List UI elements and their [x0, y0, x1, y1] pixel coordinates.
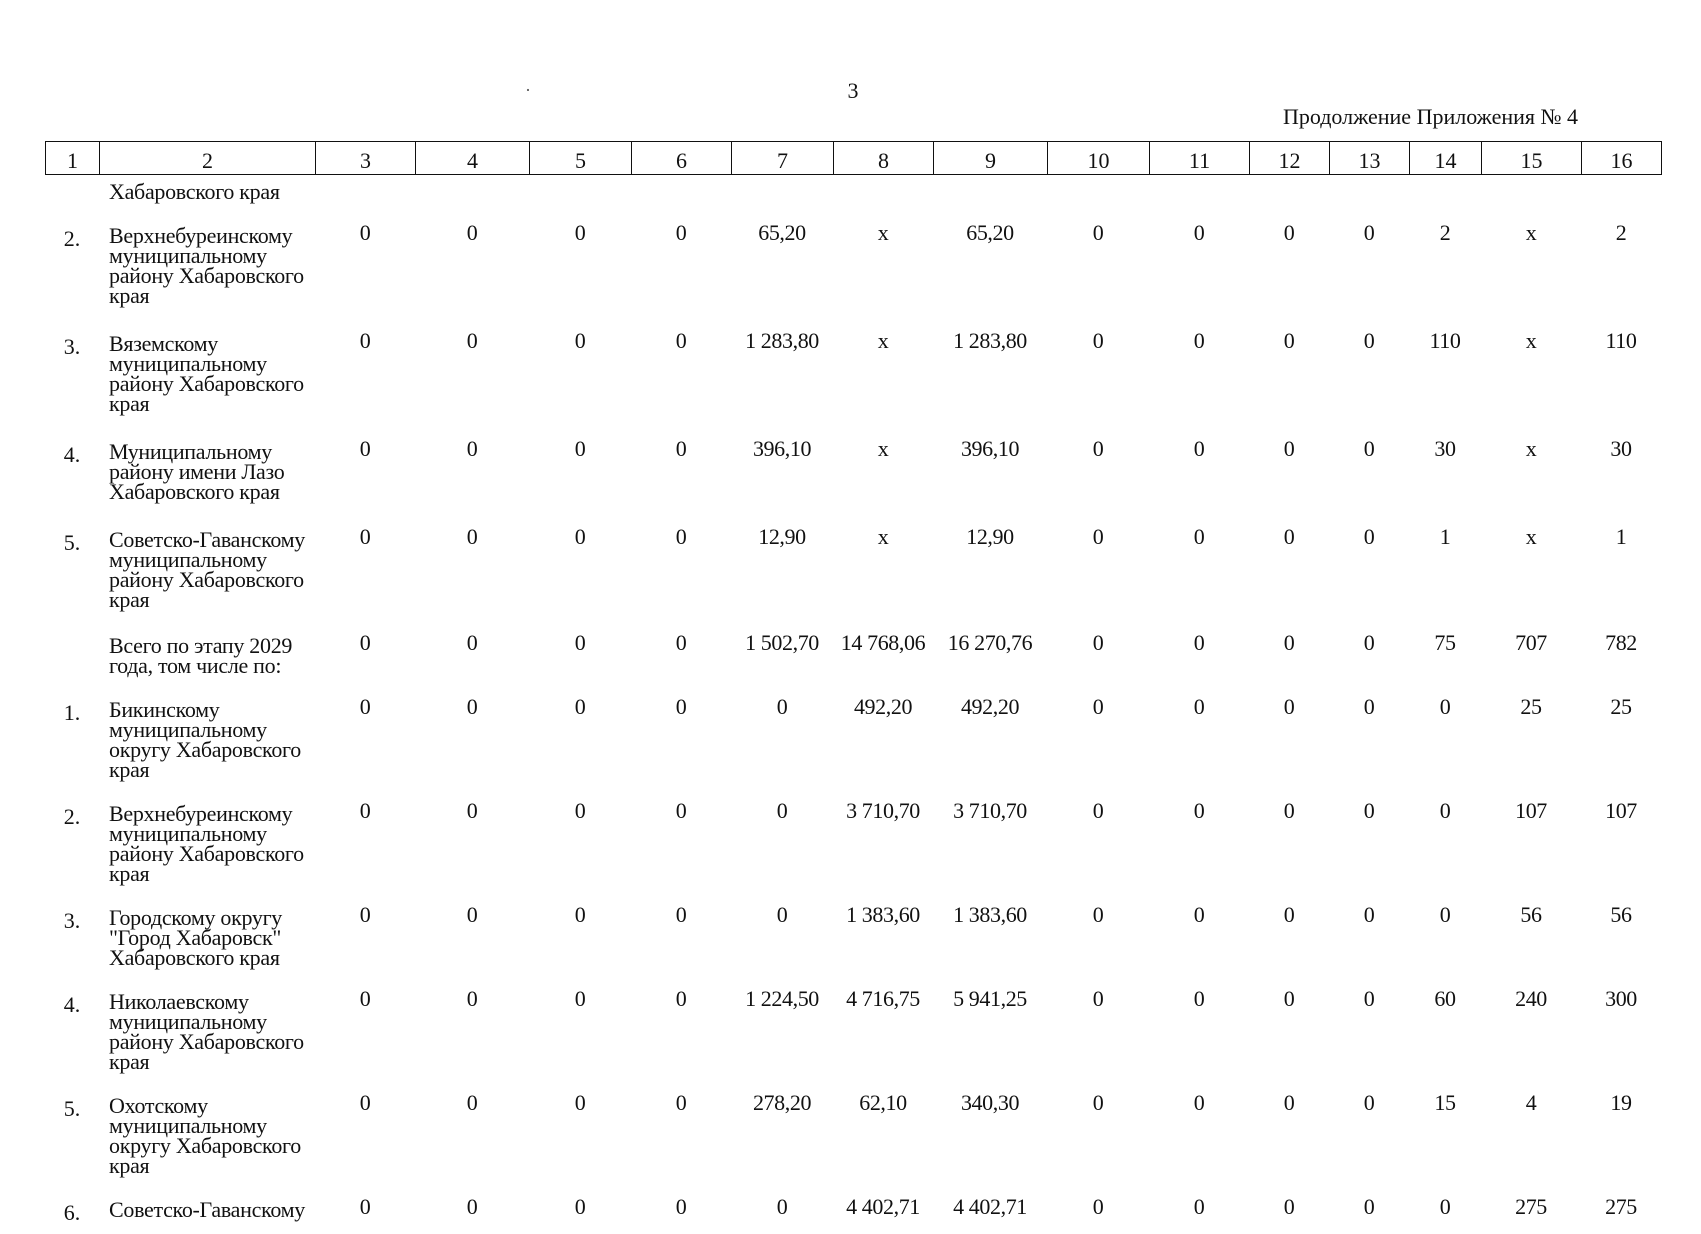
cell-col-16: 300 — [1605, 986, 1637, 1011]
row-number: 1. — [63, 700, 81, 725]
cell-col-10: 0 — [1092, 524, 1104, 549]
cell-col-8: х — [877, 524, 889, 549]
cell-col-11: 0 — [1193, 986, 1205, 1011]
row-number — [45, 618, 99, 684]
cell-col-3: 0 — [359, 1194, 371, 1219]
cell-col-16: 19 — [1610, 1090, 1632, 1115]
cell-col-4: 0 — [466, 220, 478, 245]
cell-col-6: 0 — [675, 524, 687, 549]
cell-col-11: 0 — [1193, 1090, 1205, 1115]
cell-col-13: 0 — [1363, 630, 1375, 655]
cell-col-12: 0 — [1283, 630, 1295, 655]
cell-col-9: 5 941,25 — [953, 986, 1027, 1011]
cell-col-13: 0 — [1363, 436, 1375, 461]
cell-col-5: 0 — [574, 798, 586, 823]
cell-col-10: 0 — [1092, 1194, 1104, 1219]
cell-col-3: 0 — [359, 328, 371, 353]
cell-col-15: 275 — [1515, 1194, 1547, 1219]
cell-col-6: 0 — [675, 1194, 687, 1219]
cell-col-15: х — [1525, 524, 1537, 549]
table-row — [45, 684, 1661, 788]
cell-col-12: 0 — [1283, 436, 1295, 461]
column-number-10: 10 — [1048, 142, 1150, 175]
cell-col-11: 0 — [1193, 328, 1205, 353]
cell-col-6: 0 — [675, 1090, 687, 1115]
cell-col-10: 0 — [1092, 328, 1104, 353]
cell-col-14: 0 — [1439, 1194, 1451, 1219]
cell-col-9: 65,20 — [966, 220, 1014, 245]
cell-col-7: 1 502,70 — [745, 630, 819, 655]
cell-col-4: 0 — [466, 436, 478, 461]
cell-col-16: 2 — [1615, 220, 1627, 245]
cell-col-6: 0 — [675, 436, 687, 461]
column-number-4: 4 — [416, 142, 530, 175]
data-table — [45, 176, 1661, 1234]
cell-col-13: 0 — [1363, 798, 1375, 823]
cell-col-16: 110 — [1605, 328, 1637, 353]
cell-col-13: 0 — [1363, 902, 1375, 927]
cell-col-3: 0 — [359, 524, 371, 549]
cell-col-14: 2 — [1439, 220, 1451, 245]
cell-col-13 — [1329, 176, 1409, 210]
cell-col-13: 0 — [1363, 1194, 1375, 1219]
cell-col-7: 1 283,80 — [745, 328, 819, 353]
cell-col-10: 0 — [1092, 1090, 1104, 1115]
cell-col-3: 0 — [359, 630, 371, 655]
cell-col-6: 0 — [675, 328, 687, 353]
cell-col-15: 25 — [1520, 694, 1542, 719]
recipient-name: Советско-Гаванскому — [109, 1197, 305, 1222]
cell-col-8: 492,20 — [853, 694, 913, 719]
cell-col-15: х — [1525, 328, 1537, 353]
cell-col-7: 0 — [776, 1194, 788, 1219]
cell-col-13: 0 — [1363, 986, 1375, 1011]
header-row — [46, 142, 1662, 175]
cell-col-3: 0 — [359, 1090, 371, 1115]
cell-col-14: 60 — [1434, 986, 1456, 1011]
cell-col-7: 278,20 — [752, 1090, 812, 1115]
cell-col-10: 0 — [1092, 986, 1104, 1011]
cell-col-5: 0 — [574, 694, 586, 719]
column-number-12: 12 — [1250, 142, 1330, 175]
column-number-11: 11 — [1150, 142, 1250, 175]
cell-col-11: 0 — [1193, 436, 1205, 461]
cell-col-14: 75 — [1434, 630, 1456, 655]
table-row — [45, 618, 1661, 684]
cell-col-9: 12,90 — [966, 524, 1014, 549]
cell-col-12: 0 — [1283, 694, 1295, 719]
cell-col-6 — [631, 176, 731, 210]
cell-col-12 — [1249, 176, 1329, 210]
cell-col-12: 0 — [1283, 328, 1295, 353]
row-number: 3. — [63, 908, 81, 933]
cell-col-10: 0 — [1092, 798, 1104, 823]
cell-col-15: х — [1525, 220, 1537, 245]
cell-col-15: 4 — [1525, 1090, 1537, 1115]
table-row — [45, 788, 1661, 892]
cell-col-7: 1 224,50 — [745, 986, 819, 1011]
cell-col-16: 30 — [1610, 436, 1632, 461]
row-number: 6. — [63, 1200, 81, 1225]
cell-col-11: 0 — [1193, 524, 1205, 549]
row-number: 5. — [63, 530, 81, 555]
cell-col-14 — [1409, 176, 1481, 210]
cell-col-16: 107 — [1605, 798, 1637, 823]
cell-col-14: 110 — [1429, 328, 1461, 353]
cell-col-5: 0 — [574, 1194, 586, 1219]
table-row — [45, 314, 1661, 422]
cell-col-4: 0 — [466, 524, 478, 549]
recipient-name: Советско-Гаванскому муниципальному району Хабаровского края — [109, 527, 305, 612]
cell-col-13: 0 — [1363, 694, 1375, 719]
cell-col-3: 0 — [359, 902, 371, 927]
cell-col-10: 0 — [1092, 220, 1104, 245]
column-number-16: 16 — [1582, 142, 1662, 175]
appendix-caption: Продолжение Приложения № 4 — [1282, 104, 1578, 129]
cell-col-16: 275 — [1605, 1194, 1637, 1219]
cell-col-5: 0 — [574, 630, 586, 655]
cell-col-10: 0 — [1092, 436, 1104, 461]
cell-col-4: 0 — [466, 630, 478, 655]
table-row — [45, 976, 1661, 1080]
column-number-3: 3 — [316, 142, 416, 175]
cell-col-3: 0 — [359, 694, 371, 719]
cell-col-7: 0 — [776, 798, 788, 823]
cell-col-7 — [731, 176, 833, 210]
cell-col-3: 0 — [359, 436, 371, 461]
cell-col-4: 0 — [466, 328, 478, 353]
cell-col-9: 3 710,70 — [953, 798, 1027, 823]
cell-col-4: 0 — [466, 798, 478, 823]
cell-col-13: 0 — [1363, 220, 1375, 245]
cell-col-9: 396,10 — [960, 436, 1020, 461]
cell-col-14: 1 — [1439, 524, 1451, 549]
cell-col-12: 0 — [1283, 1090, 1295, 1115]
cell-col-6: 0 — [675, 902, 687, 927]
recipient-name: Городскому округу "Город Хабаровск" Хабаровского края — [109, 905, 283, 970]
cell-col-11 — [1149, 176, 1249, 210]
cell-col-12: 0 — [1283, 524, 1295, 549]
column-number-header — [45, 141, 1662, 175]
cell-col-7: 0 — [776, 902, 788, 927]
cell-col-11: 0 — [1193, 1194, 1205, 1219]
column-number-15: 15 — [1482, 142, 1582, 175]
cell-col-5 — [529, 176, 631, 210]
cell-col-11: 0 — [1193, 630, 1205, 655]
recipient-name: Муниципальному району имени Лазо Хабаровского края — [109, 439, 285, 504]
cell-col-6: 0 — [675, 630, 687, 655]
cell-col-9 — [933, 176, 1047, 210]
cell-col-7: 65,20 — [758, 220, 806, 245]
cell-col-8: 14 768,06 — [840, 630, 926, 655]
table-row — [45, 176, 1661, 210]
cell-col-9: 16 270,76 — [947, 630, 1033, 655]
cell-col-12: 0 — [1283, 902, 1295, 927]
cell-col-14: 0 — [1439, 694, 1451, 719]
cell-col-6: 0 — [675, 798, 687, 823]
cell-col-16: 56 — [1610, 902, 1632, 927]
cell-col-13: 0 — [1363, 1090, 1375, 1115]
cell-col-12: 0 — [1283, 798, 1295, 823]
cell-col-11: 0 — [1193, 798, 1205, 823]
column-number-6: 6 — [632, 142, 732, 175]
column-number-9: 9 — [934, 142, 1048, 175]
cell-col-15 — [1481, 176, 1581, 210]
table-row — [45, 510, 1661, 618]
cell-col-11: 0 — [1193, 694, 1205, 719]
recipient-name: Бикинскому муниципальному округу Хабаровского края — [109, 697, 301, 782]
cell-col-14: 0 — [1439, 902, 1451, 927]
cell-col-8: 3 710,70 — [846, 798, 920, 823]
cell-col-16 — [1581, 176, 1661, 210]
cell-col-7: 12,90 — [758, 524, 806, 549]
cell-col-4: 0 — [466, 986, 478, 1011]
column-number-2: 2 — [100, 142, 316, 175]
cell-col-8: 4 716,75 — [846, 986, 920, 1011]
cell-col-6: 0 — [675, 694, 687, 719]
cell-col-14: 0 — [1439, 798, 1451, 823]
page-number: 3 — [847, 78, 859, 103]
cell-col-14: 15 — [1434, 1090, 1456, 1115]
row-number: 2. — [63, 226, 81, 251]
recipient-name: Николаевскому муниципальному району Хабаровского края — [109, 989, 304, 1074]
table-row — [45, 892, 1661, 976]
cell-col-15: 707 — [1515, 630, 1547, 655]
row-number: 4. — [63, 992, 81, 1017]
row-number — [45, 176, 99, 210]
cell-col-16: 25 — [1610, 694, 1632, 719]
recipient-name: Хабаровского края — [109, 179, 280, 204]
cell-col-5: 0 — [574, 328, 586, 353]
cell-col-10: 0 — [1092, 694, 1104, 719]
table-row — [45, 1080, 1661, 1184]
column-number-14: 14 — [1410, 142, 1482, 175]
cell-col-14: 30 — [1434, 436, 1456, 461]
cell-col-6: 0 — [675, 220, 687, 245]
row-number: 3. — [63, 334, 81, 359]
column-number-13: 13 — [1330, 142, 1410, 175]
cell-col-9: 492,20 — [960, 694, 1020, 719]
cell-col-8: х — [877, 436, 889, 461]
recipient-name: Верхнебуреинскому муниципальному району Хабаровского края — [109, 801, 304, 886]
cell-col-5: 0 — [574, 220, 586, 245]
recipient-name: Всего по этапу 2029 года, том числе по: — [109, 633, 293, 678]
cell-col-7: 0 — [776, 694, 788, 719]
cell-col-7: 396,10 — [752, 436, 812, 461]
cell-col-10: 0 — [1092, 902, 1104, 927]
cell-col-11: 0 — [1193, 220, 1205, 245]
cell-col-16: 782 — [1605, 630, 1637, 655]
cell-col-15: 56 — [1520, 902, 1542, 927]
cell-col-4: 0 — [466, 1090, 478, 1115]
row-number: 2. — [63, 804, 81, 829]
cell-col-8: х — [877, 328, 889, 353]
cell-col-12: 0 — [1283, 986, 1295, 1011]
cell-col-9: 1 383,60 — [953, 902, 1027, 927]
cell-col-15: 240 — [1515, 986, 1547, 1011]
cell-col-15: х — [1525, 436, 1537, 461]
cell-col-12: 0 — [1283, 1194, 1295, 1219]
cell-col-5: 0 — [574, 436, 586, 461]
column-number-8: 8 — [834, 142, 934, 175]
cell-col-5: 0 — [574, 902, 586, 927]
cell-col-8: х — [877, 220, 889, 245]
cell-col-13: 0 — [1363, 328, 1375, 353]
cell-col-11: 0 — [1193, 902, 1205, 927]
cell-col-4: 0 — [466, 694, 478, 719]
cell-col-4: 0 — [466, 1194, 478, 1219]
table-row — [45, 422, 1661, 510]
cell-col-3 — [315, 176, 415, 210]
cell-col-5: 0 — [574, 524, 586, 549]
table-row — [45, 1184, 1661, 1234]
cell-col-12: 0 — [1283, 220, 1295, 245]
cell-col-5: 0 — [574, 986, 586, 1011]
cell-col-9: 4 402,71 — [953, 1194, 1027, 1219]
cell-col-4: 0 — [466, 902, 478, 927]
row-number: 4. — [63, 442, 81, 467]
recipient-name: Вяземскому муниципальному району Хабаровского края — [109, 331, 304, 416]
cell-col-10 — [1047, 176, 1149, 210]
cell-col-3: 0 — [359, 220, 371, 245]
cell-col-16: 1 — [1615, 524, 1627, 549]
cell-col-3: 0 — [359, 798, 371, 823]
cell-col-10: 0 — [1092, 630, 1104, 655]
recipient-name: Верхнебуреинскому муниципальному району Хабаровского края — [109, 223, 304, 308]
cell-col-3: 0 — [359, 986, 371, 1011]
cell-col-9: 1 283,80 — [953, 328, 1027, 353]
cell-col-15: 107 — [1515, 798, 1547, 823]
cell-col-8 — [833, 176, 933, 210]
row-number: 5. — [63, 1096, 81, 1121]
cell-col-13: 0 — [1363, 524, 1375, 549]
cell-col-4 — [415, 176, 529, 210]
column-number-7: 7 — [732, 142, 834, 175]
cell-col-6: 0 — [675, 986, 687, 1011]
cell-col-9: 340,30 — [960, 1090, 1020, 1115]
cell-col-8: 1 383,60 — [846, 902, 920, 927]
scan-mark: · — [525, 80, 531, 100]
cell-col-8: 62,10 — [859, 1090, 907, 1115]
cell-col-8: 4 402,71 — [846, 1194, 920, 1219]
column-number-1: 1 — [46, 142, 100, 175]
cell-col-5: 0 — [574, 1090, 586, 1115]
column-number-5: 5 — [530, 142, 632, 175]
recipient-name: Охотскому муниципальному округу Хабаровского края — [109, 1093, 301, 1178]
table-row — [45, 210, 1661, 314]
